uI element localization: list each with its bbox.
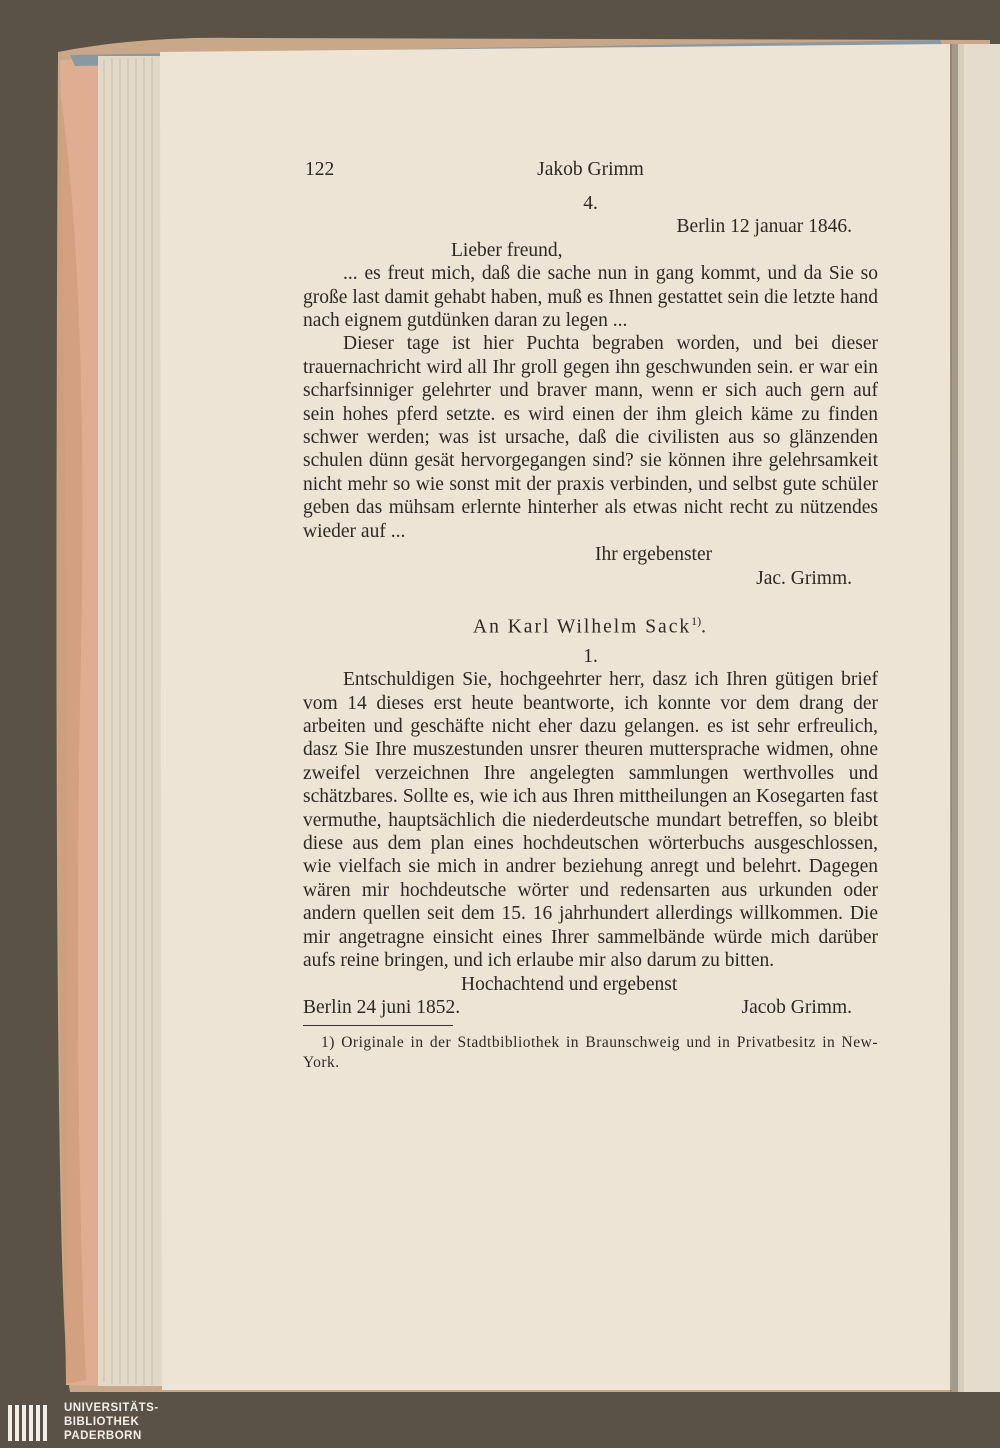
place-date: Berlin 24 juni 1852. [303, 996, 461, 1018]
footnote-mark: 1) [691, 613, 702, 628]
signature-line [303, 996, 878, 1019]
dateline: Berlin 12 januar 1846. [676, 216, 852, 238]
footnote: 1) Originale in der Stadtbibliothek in Braunschweig und in Privatbesitz in New-York. [303, 1034, 878, 1072]
footnote-rule [303, 1025, 453, 1026]
letter-closing: Ihr ergebenster [595, 544, 713, 566]
letter-signature: Jacob Grimm. [741, 996, 852, 1018]
library-name-line-3: PADERBORN [64, 1430, 142, 1442]
library-name-line-1: UNIVERSITÄTS- [64, 1402, 159, 1414]
running-title: Jakob Grimm [537, 159, 644, 180]
letter-signature: Jac. Grimm. [756, 567, 852, 589]
letter-closing: Hochachtend und ergebenst [461, 973, 678, 995]
letter-paragraph: Entschuldigen Sie, hochgeehrter herr, dasz ich Ihren gütigen brief vom 14 dieses erst heute beantworte, ich konnte vor dem drang der arbeiten und geschäfte nicht eher dazu gelangen. es ist sehr erfreulich, dasz Sie Ihre muszestunden unsrer theuren muttersprache widmen, ohne zweifel verzeichnen Ihre angelegten sammlungen werthvolles und schätzbares. Sollte es, wie ich aus Ihren mittheilungen an Kosegarten fast vermuthe, hauptsächlich die niederdeutsche mundart betreffen, so bleibt diese aus dem plan eines hochdeutschen wörterbuchs ausgeschlossen, wie vielfach sie mich in andrer beziehung anregt und belehrt. Dagegen wären mir hochdeutsche wörter und redensarten aus urkunden oder andern quellen seit dem 15. 16 jahrhundert allerdings willkommen. Die mir angetragne einsicht eines Ihrer sammelbände würde mich darüber aufs reine bringen, und ich erlaube mir also darum zu bitten. [303, 669, 878, 972]
running-head [303, 158, 878, 192]
letter-paragraph: ... es freut mich, daß die sache nun in gang kommt, und da Sie so große last damit gehabt haben, muß es Ihnen gestattet sein die letzte hand nach eignem gutdünken daran zu legen ... [303, 263, 878, 332]
letter-number: 4. [583, 193, 598, 214]
page-number: 122 [305, 159, 335, 180]
library-logo-mark [0, 1399, 60, 1448]
letter-number: 1. [583, 645, 598, 667]
library-logo [0, 1399, 1000, 1448]
page-body [303, 158, 878, 1073]
salutation: Lieber freund, [451, 239, 563, 261]
letter-paragraph: Dieser tage ist hier Puchta begraben worden, und bei dieser trauernachricht wird all Ihr groll gegen ihn geschwunden sein. er war ein scharfsinniger gelehrter und braver mann, wenn er sich auch gern auf sein hohes pferd setzte. es wird einen der ihm gleich käme zu finden schwer werden; was ist ursache, daß die civilisten aus so glänzenden schulen dünn gesät hervorgegangen sind? sie können ihre gelehrsamkeit nicht mehr so wie sonst mit der praxis verbinden, und selbst gute schüler geben das mühsam erlernte hinterher als etwas nicht recht zu nützendes wieder auf ... [303, 333, 878, 542]
section-heading: An Karl Wilhelm Sack$^{1)}$. [473, 613, 708, 638]
section-heading-text: An Karl Wilhelm Sack [473, 616, 692, 638]
library-name-line-2: BIBLIOTHEK [64, 1416, 140, 1428]
